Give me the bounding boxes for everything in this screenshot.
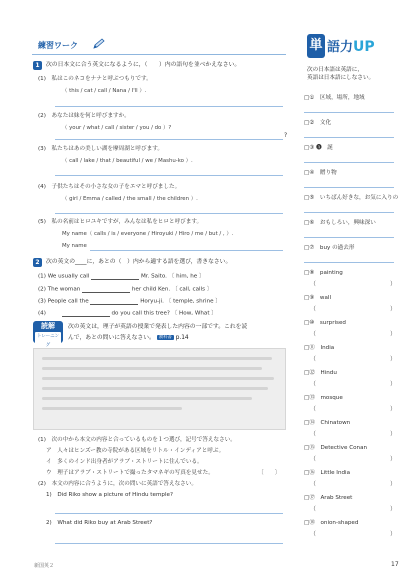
q1-item-1-hint: （ this / cat / call / Nana / I'll ）. (62, 88, 147, 94)
reading-q1: (1) 次の中から本文の内容と合っているものを１つ選び，記号で答えなさい。 (38, 437, 236, 443)
vocab-header-kanji: 単 (307, 34, 325, 58)
vocab-item-1-answer[interactable] (304, 112, 394, 113)
q2-item-2 (38, 286, 212, 293)
reading-badge (33, 321, 63, 348)
vocab-item-3-answer[interactable] (304, 162, 394, 163)
vocab-item-8: □⑧ painting (304, 270, 343, 276)
paren-left: （ (310, 406, 317, 413)
vocab-item-10-answer[interactable] (310, 331, 396, 338)
reading-badge-bottom: トレーニング (35, 332, 61, 350)
paren-right: ） (389, 431, 396, 438)
q2-item-4 (38, 310, 217, 317)
title-rule (32, 54, 286, 55)
reading-q1-answer-bracket[interactable]: 〔 〕 (258, 470, 281, 476)
reading-q2: (2) 本文の内容に合うように，次の問いに英語で答えなさい。 (38, 481, 197, 487)
vocab-item-8-answer[interactable] (310, 281, 396, 288)
q2-item-4-number: (4) (38, 310, 46, 317)
passage-line (42, 407, 182, 410)
q1-item-1-jp: (1) 私はこのネコをナナと呼ぶつもりです。 (38, 76, 152, 82)
q1-item-5-lead: My name (62, 243, 87, 249)
vocab-item-14: □⑭ Chinatown (304, 420, 351, 426)
q2-item-1-choices: 〔 him, he 〕 (168, 273, 205, 280)
paren-right: ） (389, 306, 396, 313)
q1-item-4-answer-line[interactable] (55, 213, 283, 214)
q1-item-3-hint: （ call / lake / that / beautiful / we / Mashu-ko ）. (62, 158, 193, 164)
vocab-item-4-answer[interactable] (304, 187, 394, 188)
reading-choice-i: イ 多くのインド出身者がアラブ・ストリートに住んでいる。 (46, 459, 203, 465)
reading-passage-blurred (33, 348, 286, 430)
vocab-item-10: □⑩ surprised (304, 320, 346, 326)
vocab-item-12: □⑫ Hindu (304, 370, 337, 376)
vocab-item-5-answer[interactable] (304, 212, 394, 213)
paren-right: ） (389, 331, 396, 338)
q2-item-3-number: (3) (38, 298, 46, 305)
vocab-item-16-answer[interactable] (310, 481, 396, 488)
q2-item-2-pre: The woman (47, 286, 81, 293)
vocab-item-13: □⑬ mosque (304, 395, 343, 401)
footer-left: 新国英２ (34, 563, 55, 569)
passage-line (42, 387, 268, 390)
q2-item-2-number: (2) (38, 286, 46, 293)
vocab-item-5: □⑤ いちばん好きな，お気に入りの (304, 195, 399, 201)
q2-item-3-pre: People call the (47, 298, 89, 305)
q1-item-1-answer-line[interactable] (55, 106, 283, 107)
q2-item-3-choices: 〔 temple, shrine 〕 (165, 298, 221, 305)
paren-left: （ (310, 356, 317, 363)
vocab-item-11: □⑪ India (304, 345, 335, 351)
paren-left: （ (310, 281, 317, 288)
vocab-item-9: □⑨ wall (304, 295, 332, 301)
question-1-instruction: 次の日本文に合う英文になるように，（ ）内の語句を並べかえなさい。 (46, 62, 241, 68)
reading-q2-1-answer-line[interactable] (55, 513, 283, 514)
paren-right: ） (389, 481, 396, 488)
vocab-intro (307, 66, 403, 83)
paren-right: ） (389, 381, 396, 388)
vocab-item-2-answer[interactable] (304, 137, 394, 138)
page-title: 練習ワーク (38, 41, 78, 50)
q2-item-3-post: Horyu-ji. (140, 298, 164, 305)
q2-item-4-blank[interactable] (62, 310, 110, 317)
q2-item-1-number: (1) (38, 273, 46, 280)
paren-left: （ (310, 506, 317, 513)
reading-q2-1: 1) Did Riko show a picture of Hindu temple? (46, 492, 173, 498)
passage-line (42, 377, 274, 380)
paren-right: ） (389, 506, 396, 513)
vocab-sidebar (300, 0, 410, 580)
vocab-header (307, 34, 379, 60)
reading-badge-top: 読解 (41, 322, 55, 330)
vocab-header-goryoku: 語力 (327, 40, 354, 55)
q1-item-3-answer-line[interactable] (55, 175, 283, 176)
vocab-item-4: □④ 贈り物 (304, 170, 337, 176)
vocab-item-2: □② 文化 (304, 120, 332, 126)
paren-left: （ (310, 381, 317, 388)
reading-instruction-2 (68, 335, 189, 342)
vocab-item-15-answer[interactable] (310, 456, 396, 463)
q2-item-2-choices: 〔 call, calls 〕 (171, 286, 213, 293)
paren-right: ） (389, 356, 396, 363)
vocab-item-17-answer[interactable] (310, 506, 396, 513)
q1-item-5-answer-line[interactable] (90, 250, 283, 251)
q1-item-5-hint: My name（ calls / is / everyone / Hiroyuki / Hiro / me / but / , ）. (62, 231, 234, 237)
paren-right: ） (389, 456, 396, 463)
vocab-item-6: □⑥ おもしろい，興味深い (304, 220, 376, 226)
q2-item-1 (38, 273, 205, 280)
vocab-item-11-answer[interactable] (310, 356, 396, 363)
q1-item-2-answer-line[interactable] (55, 139, 283, 140)
vocab-item-16: □⑯ Little India (304, 470, 351, 476)
question-1-number: 1 (33, 61, 42, 70)
textbook-tag: 教科書 (158, 335, 172, 340)
reading-instruction-1: 次の英文は，理子が英語の授業で発表した内容の一部です。これを読 (68, 324, 248, 330)
reading-instruction-2-text: んで，あとの問いに答えなさい。 (68, 335, 155, 342)
textbook-page-ref: p.14 (175, 335, 189, 342)
vocab-item-7: □⑦ buy の過去形 (304, 245, 355, 251)
vocab-item-7-answer[interactable] (304, 262, 394, 263)
vocab-item-6-answer[interactable] (304, 237, 394, 238)
passage-line (42, 367, 262, 370)
vocab-item-17: □⑰ Arab Street (304, 495, 353, 501)
passage-line (42, 397, 252, 400)
paren-left: （ (310, 531, 317, 538)
pencil-icon (92, 38, 106, 50)
reading-q2-2-answer-line[interactable] (55, 543, 283, 544)
q1-item-5-jp: (5) 私の名前はヒロユキですが，みんなは私をヒロと呼びます。 (38, 219, 203, 225)
question-2-instruction: 次の英文の____に，あとの（ ）内から適する語を選び，書きなさい。 (46, 259, 232, 265)
q2-item-1-blank[interactable] (91, 273, 139, 280)
vocab-header-up: UP (353, 39, 375, 55)
vocab-intro-2: 英語は日本語にしなさい。 (307, 75, 375, 82)
vocab-item-14-answer[interactable] (310, 431, 396, 438)
q2-item-2-blank[interactable] (82, 286, 130, 293)
paren-left: （ (310, 456, 317, 463)
q2-item-4-post: do you call this tree? (111, 310, 170, 317)
vocab-item-9-answer[interactable] (310, 306, 396, 313)
q1-item-4-jp: (4) 子供たちはその小さな女の子をエマと呼びました。 (38, 184, 181, 190)
q2-item-4-choices: 〔 How, What 〕 (171, 310, 217, 317)
paren-left: （ (310, 481, 317, 488)
vocab-item-12-answer[interactable] (310, 381, 396, 388)
reading-choice-a: ア 人々はヒンズー教の寺院がある区域をリトル・インディアと呼ぶ。 (46, 448, 225, 454)
paren-left: （ (310, 331, 317, 338)
page-number: 17 (391, 561, 399, 568)
vocab-item-18: □⑱ onion-shaped (304, 520, 359, 526)
q1-item-3-jp: (3) 私たちはあの美しい湖を摩周湖と呼びます。 (38, 146, 163, 152)
paren-right: ） (389, 406, 396, 413)
passage-line (42, 357, 272, 360)
vocab-intro-1: 次の日本語は英語に， (307, 67, 363, 73)
q2-item-2-post: her child Ken. (131, 286, 171, 293)
vocab-header-text (327, 39, 375, 56)
q1-item-4-hint: （ girl / Emma / called / the small / the children ）. (62, 196, 198, 202)
vocab-item-18-answer[interactable] (310, 531, 396, 538)
q1-item-2-hint: （ your / what / call / sister / you / do ）? (62, 125, 172, 131)
reading-q2-2: 2) What did Riko buy at Arab Street? (46, 520, 153, 526)
q2-item-3-blank[interactable] (90, 298, 138, 305)
q2-item-1-post: Mr. Saito. (140, 273, 167, 280)
paren-right: ） (389, 531, 396, 538)
q2-item-1-pre: We usually call (47, 273, 90, 280)
q2-item-3 (38, 298, 221, 305)
vocab-item-3: □③ 🅐 誕 (304, 145, 333, 151)
paren-right: ） (389, 281, 396, 288)
question-2-number: 2 (33, 258, 42, 267)
paren-left: （ (310, 431, 317, 438)
q1-item-2-qmark: ? (284, 132, 288, 139)
q1-item-2-jp: (2) あなたは妹を何と呼びますか。 (38, 113, 130, 119)
vocab-item-15: □⑮ Detective Conan (304, 445, 368, 451)
vocab-item-13-answer[interactable] (310, 406, 396, 413)
vocab-item-1: □① 区域，場所，地域 (304, 95, 365, 101)
paren-left: （ (310, 306, 317, 313)
reading-choice-u: ウ 理子はアラブ・ストリートで撮ったタマネギの写真を見せた。 (46, 470, 214, 476)
